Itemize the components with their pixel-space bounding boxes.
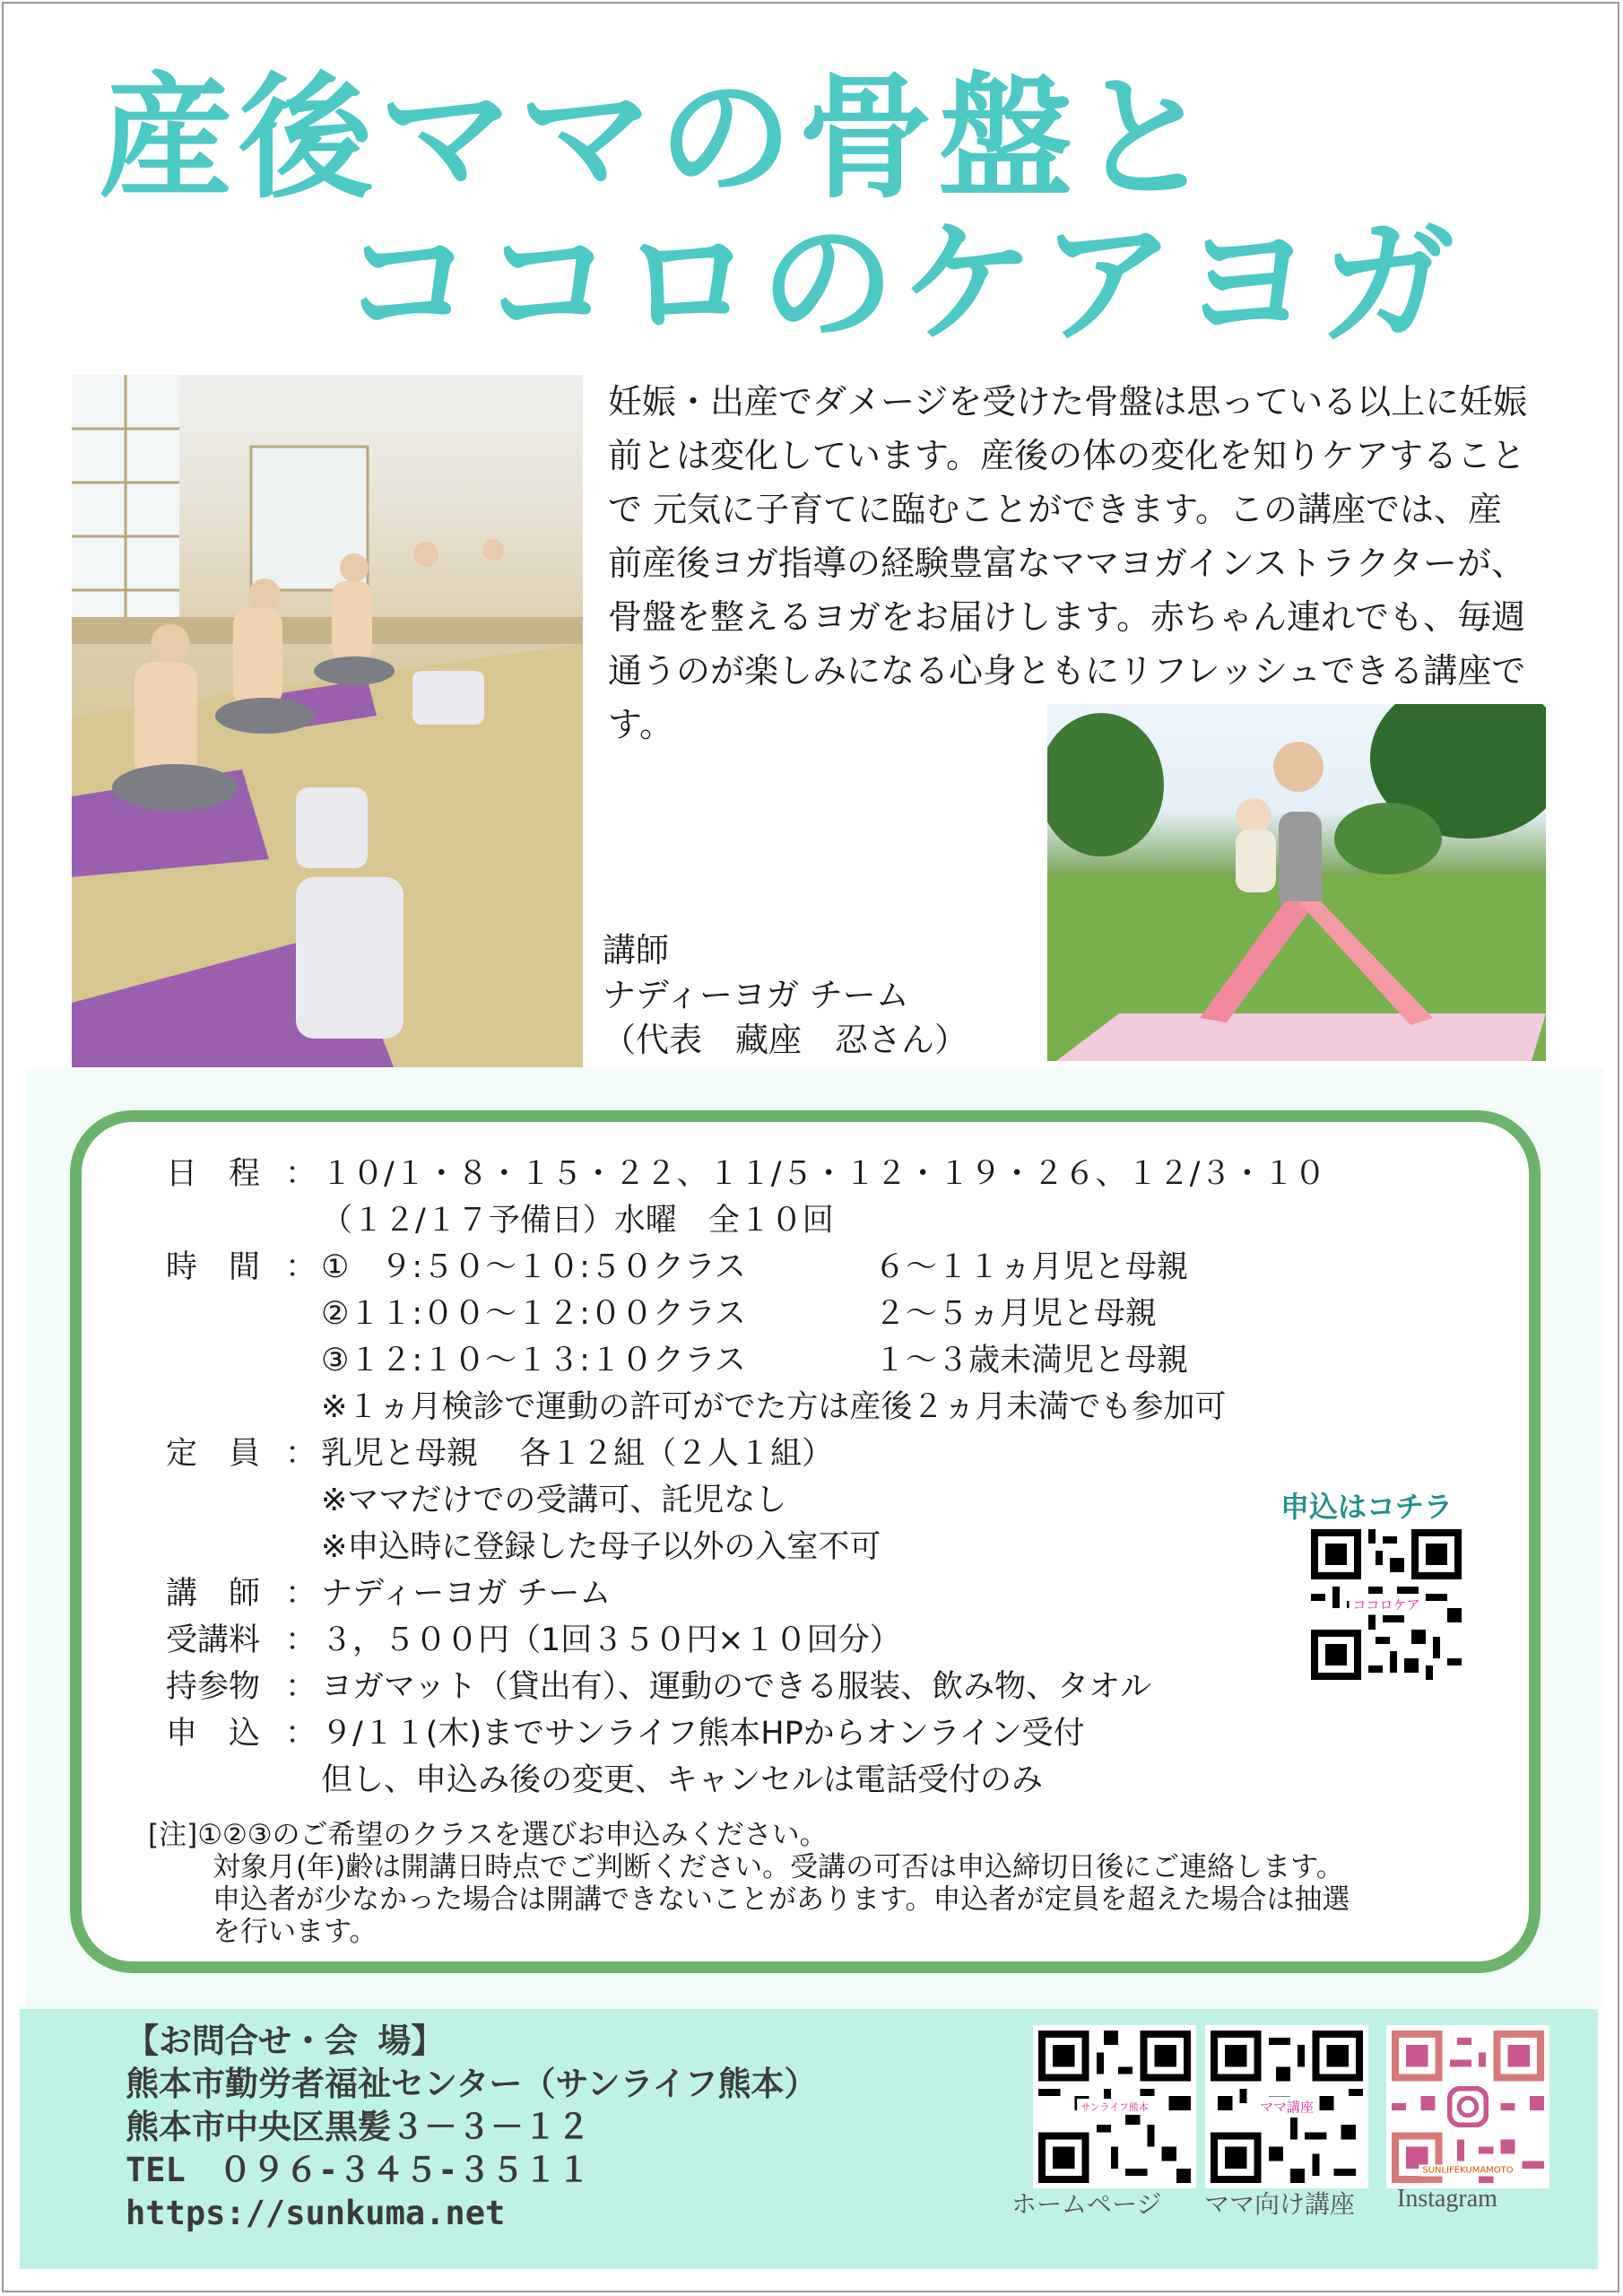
apply-qr-code[interactable] (1311, 1529, 1462, 1680)
date-line-2: （１２/１７予備日）水曜 全１０回 (321, 1203, 834, 1239)
colon: ： (285, 1436, 317, 1472)
bring-label: 持参物 (166, 1669, 261, 1705)
fee-label: 受講料 (166, 1622, 261, 1658)
mama-course-caption: ママ向け講座 (1204, 2189, 1356, 2219)
note-line-4: を行います。 (213, 1916, 378, 1948)
apply-qr-badge: ココロケア (1349, 1595, 1423, 1615)
instructor-rep: （代表 藏座 忍さん） (603, 1021, 968, 1059)
homepage-caption: ホームページ (1011, 2189, 1162, 2219)
outdoor-yoga-photo (1047, 704, 1546, 1061)
instructor-name: ナディーヨガ チーム (603, 976, 909, 1014)
note-line-1: [注]①②③のご希望のクラスを選びお申込みください。 (148, 1819, 828, 1851)
instructor-block (603, 928, 968, 1063)
date-label: 日 程 (166, 1156, 261, 1192)
contact-org: 熊本市勤労者福祉センター（サンライフ熊本） (126, 2065, 818, 2103)
note-line-2: 対象月(年)齢は開講日時点でご判断ください。受講の可否は申込締切日後にご連絡します。 (213, 1851, 1344, 1883)
class-3-time: ③１２:１０～１３:１０クラス (321, 1343, 746, 1378)
class-3-target: １～３歳未満児と母親 (874, 1343, 1189, 1378)
fee-value: ３，５００円（1回３５０円×１０回分） (321, 1622, 901, 1658)
colon: ： (285, 1669, 317, 1705)
capacity-value: 乳児と母親 各１２組（２人１組） (321, 1436, 834, 1472)
apply-value-1: ９/１１(木)までサンライフ熊本HPからオンライン受付 (321, 1716, 1085, 1752)
teacher-label: 講 師 (166, 1576, 261, 1612)
instagram-caption: Instagram (1397, 2185, 1497, 2213)
contact-address: 熊本市中央区黒髪３－３－１２ (126, 2108, 590, 2146)
contact-tel[interactable]: TEL ０９６-３４５-３５１１ (126, 2151, 591, 2189)
note-line-3: 申込者が少なかった場合は開講できないことがあります。申込者が定員を超えた場合は抽選 (213, 1883, 1350, 1916)
apply-label: 申 込 (166, 1716, 261, 1752)
capacity-note-1: ※ママだけでの受講可、託児なし (321, 1483, 787, 1518)
colon: ： (285, 1622, 317, 1658)
mama-course-qr-code[interactable] (1205, 2025, 1368, 2188)
colon: ： (285, 1576, 317, 1612)
mama-course-qr-badge: ママ講座 (1256, 2097, 1317, 2118)
apply-value-2: 但し、申込み後の変更、キャンセルは電話受付のみ (321, 1762, 1044, 1798)
class-1-target: ６～１１ヵ月児と母親 (874, 1249, 1189, 1285)
apply-qr-label: 申込はコチラ (1280, 1490, 1454, 1524)
contact-block (126, 2020, 817, 2235)
date-line-1: １０/１・８・１５・２２、１１/５・１２・１９・２６、１２/３・１０ (321, 1156, 1326, 1192)
time-label: 時 間 (166, 1249, 261, 1285)
bring-value: ヨガマット（貸出有）、運動のできる服装、飲み物、タオル (321, 1669, 1152, 1705)
notes (148, 1819, 1493, 1948)
class-2-time: ②１１:００～１２:００クラス (321, 1296, 746, 1332)
title-line-2: ココロのケアヨガ (341, 206, 1461, 362)
teacher-value: ナディーヨガ チーム (321, 1576, 612, 1612)
instagram-qr-code[interactable] (1386, 2025, 1549, 2188)
colon: ： (285, 1249, 317, 1285)
title-line-1: 産後ママの骨盤と (99, 61, 1219, 217)
colon: ： (285, 1156, 317, 1192)
instructor-label: 講師 (603, 931, 669, 970)
contact-heading: 【お問合せ・会 場】 (126, 2022, 445, 2060)
instagram-qr-badge: SUNLIFEKUMAMOTO (1419, 2165, 1516, 2177)
capacity-note-2: ※申込時に登録した母子以外の入室不可 (321, 1529, 881, 1565)
contact-url[interactable]: https://sunkuma.net (126, 2194, 506, 2232)
class-1-time: ① ９:５０～１０:５０クラス (321, 1249, 746, 1285)
capacity-label: 定 員 (166, 1436, 261, 1472)
yoga-class-photo (72, 375, 583, 1092)
homepage-qr-code[interactable] (1033, 2025, 1196, 2188)
intro-text: 妊娠・出産でダメージを受けた骨盤は思っている以上に妊娠前とは変化しています。産後の体の変化を知りケアすることで 元気に子育てに臨むことができます。この講座では、産前産後ヨガ指導の経験豊富なママヨガインストラクターが、骨盤を整えるヨガをお届けします。赤ちゃん連れでも、毎週通うのが楽しみになる心身ともにリフレッシュできる講座です。 (608, 382, 1528, 744)
class-2-target: ２～５ヵ月児と母親 (874, 1296, 1158, 1332)
colon: ： (285, 1716, 317, 1752)
time-note: ※１ヵ月検診で運動の許可がでた方は産後２ヵ月未満でも参加可 (321, 1389, 1227, 1425)
homepage-qr-badge: サンライフ熊本 (1077, 2099, 1152, 2115)
